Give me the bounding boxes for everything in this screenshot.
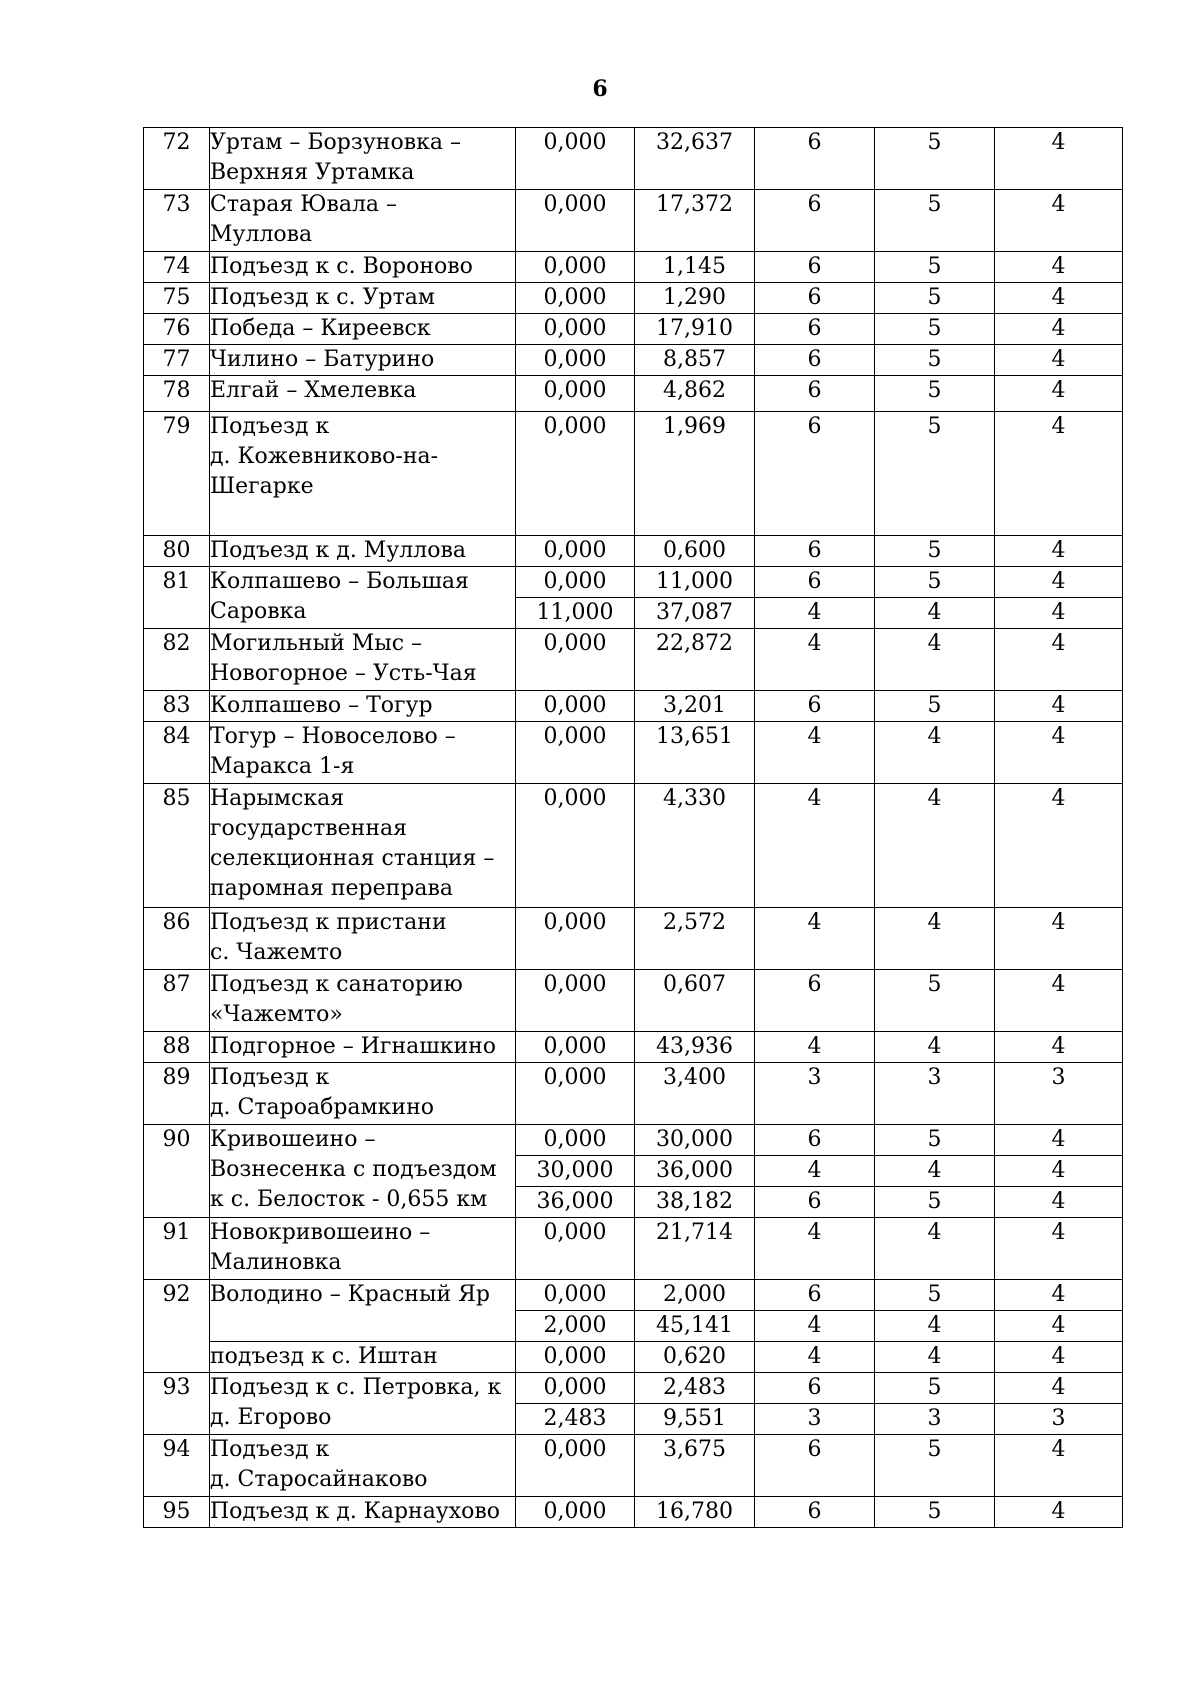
km-end-cell: 17,372 <box>635 190 755 252</box>
km-start-cell: 0,000 <box>516 691 635 722</box>
row-number: 93 <box>144 1373 210 1435</box>
km-start-cell: 0,000 <box>516 722 635 784</box>
road-name-cell <box>210 1497 516 1528</box>
row-number: 79 <box>144 412 210 536</box>
row-number: 85 <box>144 784 210 908</box>
row-number: 95 <box>144 1497 210 1528</box>
km-start-cell: 2,483 <box>516 1404 635 1435</box>
table-row <box>144 908 1123 970</box>
value-cell-a: 6 <box>755 970 875 1032</box>
row-number: 88 <box>144 1032 210 1063</box>
row-number: 89 <box>144 1063 210 1125</box>
value-cell-a: 6 <box>755 536 875 567</box>
km-end-cell: 0,607 <box>635 970 755 1032</box>
km-end-cell: 30,000 <box>635 1125 755 1156</box>
value-cell-c: 4 <box>995 128 1123 190</box>
value-cell-b: 4 <box>875 722 995 784</box>
value-cell-b: 5 <box>875 283 995 314</box>
value-cell-c: 4 <box>995 1125 1123 1156</box>
road-name: Подъезд к д. Муллова <box>210 538 466 563</box>
road-name: Победа – Киреевск <box>210 316 431 341</box>
km-start-cell: 0,000 <box>516 190 635 252</box>
road-name-cell <box>210 1280 516 1342</box>
table-row <box>144 1063 1123 1125</box>
row-number: 74 <box>144 252 210 283</box>
value-cell-b: 4 <box>875 629 995 691</box>
subroad-name-cell: подъезд к с. Иштан <box>210 1342 516 1373</box>
road-name-cell <box>210 412 516 536</box>
road-name: Подгорное – Игнашкино <box>210 1034 497 1059</box>
value-cell-a: 4 <box>755 722 875 784</box>
page-number: 6 <box>592 76 608 102</box>
value-cell-a: 3 <box>755 1404 875 1435</box>
value-cell-a: 6 <box>755 1435 875 1497</box>
row-number: 81 <box>144 567 210 629</box>
km-end-cell: 43,936 <box>635 1032 755 1063</box>
row-number: 83 <box>144 691 210 722</box>
value-cell-b: 5 <box>875 252 995 283</box>
value-cell-c: 4 <box>995 1435 1123 1497</box>
value-cell-b: 5 <box>875 190 995 252</box>
km-start-cell: 0,000 <box>516 1497 635 1528</box>
value-cell-b: 3 <box>875 1063 995 1125</box>
km-start-cell: 0,000 <box>516 345 635 376</box>
value-cell-c: 4 <box>995 1156 1123 1187</box>
table-row <box>144 784 1123 908</box>
table-row <box>144 970 1123 1032</box>
row-number: 94 <box>144 1435 210 1497</box>
table-row <box>144 412 1123 536</box>
km-start-cell: 0,000 <box>516 252 635 283</box>
value-cell-c: 4 <box>995 722 1123 784</box>
table-row <box>144 283 1123 314</box>
table-row <box>144 1032 1123 1063</box>
km-end-cell: 1,290 <box>635 283 755 314</box>
road-name: Подъезд к пристани с. Чажемто <box>210 910 447 965</box>
table-row <box>144 691 1123 722</box>
km-start-cell: 0,000 <box>516 629 635 691</box>
table-row <box>144 1497 1123 1528</box>
value-cell-a: 4 <box>755 1218 875 1280</box>
km-end-cell: 3,400 <box>635 1063 755 1125</box>
km-start-cell: 0,000 <box>516 784 635 908</box>
value-cell-b: 5 <box>875 1373 995 1404</box>
km-start-cell: 0,000 <box>516 283 635 314</box>
value-cell-c: 4 <box>995 314 1123 345</box>
row-number: 80 <box>144 536 210 567</box>
value-cell-a: 6 <box>755 412 875 536</box>
value-cell-c: 4 <box>995 1187 1123 1218</box>
km-end-cell: 2,572 <box>635 908 755 970</box>
km-end-cell: 2,000 <box>635 1280 755 1311</box>
table-row <box>144 190 1123 252</box>
value-cell-a: 6 <box>755 1187 875 1218</box>
row-number: 75 <box>144 283 210 314</box>
value-cell-c: 4 <box>995 376 1123 412</box>
road-name: Тогур – Новоселово – Маракса 1-я <box>210 724 456 779</box>
km-start-cell: 2,000 <box>516 1311 635 1342</box>
value-cell-c: 4 <box>995 1311 1123 1342</box>
value-cell-a: 4 <box>755 1311 875 1342</box>
value-cell-b: 5 <box>875 691 995 722</box>
km-start-cell: 0,000 <box>516 908 635 970</box>
km-end-cell: 3,201 <box>635 691 755 722</box>
road-name: Подъезд к д. Староабрамкино <box>210 1065 434 1120</box>
row-number: 78 <box>144 376 210 412</box>
value-cell-b: 5 <box>875 1435 995 1497</box>
road-name: Старая Ювала – Муллова <box>210 192 398 247</box>
road-name: Подъезд к д. Старосайнаково <box>210 1437 428 1492</box>
value-cell-c: 4 <box>995 412 1123 536</box>
value-cell-c: 4 <box>995 190 1123 252</box>
km-start-cell: 0,000 <box>516 376 635 412</box>
value-cell-b: 4 <box>875 784 995 908</box>
road-name-cell <box>210 1063 516 1125</box>
value-cell-a: 4 <box>755 1032 875 1063</box>
km-start-cell: 0,000 <box>516 970 635 1032</box>
value-cell-b: 5 <box>875 345 995 376</box>
km-end-cell: 0,620 <box>635 1342 755 1373</box>
row-number: 86 <box>144 908 210 970</box>
km-end-cell: 21,714 <box>635 1218 755 1280</box>
value-cell-a: 6 <box>755 314 875 345</box>
km-end-cell: 45,141 <box>635 1311 755 1342</box>
value-cell-b: 4 <box>875 1032 995 1063</box>
value-cell-a: 6 <box>755 567 875 598</box>
value-cell-c: 4 <box>995 1342 1123 1373</box>
km-end-cell: 22,872 <box>635 629 755 691</box>
row-number: 92 <box>144 1280 210 1373</box>
value-cell-c: 4 <box>995 1373 1123 1404</box>
road-name: Уртам – Борзуновка – Верхняя Уртамка <box>210 130 461 185</box>
value-cell-b: 4 <box>875 908 995 970</box>
value-cell-c: 4 <box>995 784 1123 908</box>
road-name: Подъезд к санаторию «Чажемто» <box>210 972 463 1027</box>
roads-table-body <box>144 128 1123 1528</box>
value-cell-a: 3 <box>755 1063 875 1125</box>
road-name-cell <box>210 376 516 412</box>
value-cell-a: 6 <box>755 190 875 252</box>
km-end-cell: 16,780 <box>635 1497 755 1528</box>
table-row <box>144 1373 1123 1404</box>
table-row <box>144 314 1123 345</box>
km-end-cell: 1,145 <box>635 252 755 283</box>
km-end-cell: 3,675 <box>635 1435 755 1497</box>
km-start-cell: 0,000 <box>516 128 635 190</box>
value-cell-c: 4 <box>995 908 1123 970</box>
road-name-cell <box>210 128 516 190</box>
table-row <box>144 1435 1123 1497</box>
km-end-cell: 9,551 <box>635 1404 755 1435</box>
row-number: 73 <box>144 190 210 252</box>
km-start-cell: 30,000 <box>516 1156 635 1187</box>
value-cell-a: 4 <box>755 629 875 691</box>
km-start-cell: 11,000 <box>516 598 635 629</box>
value-cell-b: 3 <box>875 1404 995 1435</box>
table-row <box>144 252 1123 283</box>
value-cell-c: 4 <box>995 1280 1123 1311</box>
km-end-cell: 2,483 <box>635 1373 755 1404</box>
road-name-cell <box>210 629 516 691</box>
value-cell-a: 6 <box>755 1497 875 1528</box>
value-cell-a: 6 <box>755 376 875 412</box>
value-cell-a: 6 <box>755 691 875 722</box>
road-name: Подъезд к с. Уртам <box>210 285 435 310</box>
value-cell-a: 6 <box>755 252 875 283</box>
value-cell-a: 4 <box>755 1342 875 1373</box>
km-start-cell: 0,000 <box>516 536 635 567</box>
road-name: Елгай – Хмелевка <box>210 378 417 403</box>
value-cell-a: 4 <box>755 598 875 629</box>
row-number: 84 <box>144 722 210 784</box>
value-cell-c: 4 <box>995 629 1123 691</box>
value-cell-c: 4 <box>995 1218 1123 1280</box>
road-name: Володино – Красный Яр <box>210 1282 490 1307</box>
road-name-cell <box>210 970 516 1032</box>
road-name: Могильный Мыс – Новогорное – Усть-Чая <box>210 631 477 686</box>
km-start-cell: 0,000 <box>516 1063 635 1125</box>
km-end-cell: 0,600 <box>635 536 755 567</box>
table-row <box>144 376 1123 412</box>
table-row <box>144 345 1123 376</box>
value-cell-a: 4 <box>755 1156 875 1187</box>
row-number: 91 <box>144 1218 210 1280</box>
km-start-cell: 0,000 <box>516 1280 635 1311</box>
value-cell-a: 6 <box>755 283 875 314</box>
km-end-cell: 17,910 <box>635 314 755 345</box>
row-number: 72 <box>144 128 210 190</box>
value-cell-b: 4 <box>875 1311 995 1342</box>
km-end-cell: 11,000 <box>635 567 755 598</box>
value-cell-c: 4 <box>995 283 1123 314</box>
table-row <box>144 128 1123 190</box>
value-cell-c: 4 <box>995 970 1123 1032</box>
road-name: Подъезд к д. Кожевниково-на- Шегарке <box>210 414 439 499</box>
value-cell-b: 5 <box>875 536 995 567</box>
value-cell-a: 6 <box>755 1280 875 1311</box>
km-end-cell: 36,000 <box>635 1156 755 1187</box>
km-start-cell: 0,000 <box>516 567 635 598</box>
value-cell-b: 5 <box>875 1497 995 1528</box>
table-row <box>144 1280 1123 1311</box>
row-number: 76 <box>144 314 210 345</box>
table-row <box>144 722 1123 784</box>
row-number: 82 <box>144 629 210 691</box>
value-cell-c: 3 <box>995 1404 1123 1435</box>
value-cell-c: 4 <box>995 598 1123 629</box>
road-name-cell <box>210 1435 516 1497</box>
km-end-cell: 1,969 <box>635 412 755 536</box>
road-name-cell <box>210 784 516 908</box>
value-cell-a: 6 <box>755 345 875 376</box>
road-name-cell <box>210 536 516 567</box>
road-name-cell <box>210 691 516 722</box>
value-cell-b: 5 <box>875 1125 995 1156</box>
km-end-cell: 4,862 <box>635 376 755 412</box>
value-cell-b: 4 <box>875 1156 995 1187</box>
km-end-cell: 38,182 <box>635 1187 755 1218</box>
row-number: 90 <box>144 1125 210 1218</box>
km-end-cell: 37,087 <box>635 598 755 629</box>
road-name-cell <box>210 567 516 629</box>
value-cell-c: 4 <box>995 345 1123 376</box>
road-name: Подъезд к д. Карнаухово <box>210 1499 501 1524</box>
value-cell-b: 5 <box>875 412 995 536</box>
km-start-cell: 0,000 <box>516 1125 635 1156</box>
road-name: Колпашево – Большая Саровка <box>210 569 469 624</box>
km-end-cell: 4,330 <box>635 784 755 908</box>
road-name: Новокривошеино – Малиновка <box>210 1220 431 1275</box>
value-cell-a: 4 <box>755 784 875 908</box>
road-name-cell <box>210 252 516 283</box>
road-name-cell <box>210 314 516 345</box>
value-cell-c: 3 <box>995 1063 1123 1125</box>
table-row <box>144 629 1123 691</box>
road-name-cell <box>210 722 516 784</box>
km-start-cell: 0,000 <box>516 1435 635 1497</box>
value-cell-a: 6 <box>755 1125 875 1156</box>
road-name: Подъезд к с. Петровка, к д. Егорово <box>210 1375 502 1430</box>
km-start-cell: 36,000 <box>516 1187 635 1218</box>
value-cell-c: 4 <box>995 536 1123 567</box>
road-name-cell <box>210 1373 516 1435</box>
value-cell-a: 6 <box>755 1373 875 1404</box>
km-start-cell: 0,000 <box>516 412 635 536</box>
value-cell-c: 4 <box>995 691 1123 722</box>
table-row <box>144 1342 1123 1373</box>
road-name: Чилино – Батурино <box>210 347 435 372</box>
value-cell-b: 5 <box>875 1187 995 1218</box>
road-name: Колпашево – Тогур <box>210 693 433 718</box>
row-number: 87 <box>144 970 210 1032</box>
km-end-cell: 8,857 <box>635 345 755 376</box>
road-name-cell <box>210 908 516 970</box>
value-cell-b: 4 <box>875 1342 995 1373</box>
road-name-cell <box>210 345 516 376</box>
km-start-cell: 0,000 <box>516 314 635 345</box>
km-start-cell: 0,000 <box>516 1032 635 1063</box>
table-row <box>144 1218 1123 1280</box>
km-start-cell: 0,000 <box>516 1373 635 1404</box>
value-cell-b: 4 <box>875 598 995 629</box>
value-cell-b: 5 <box>875 970 995 1032</box>
road-name: Подъезд к с. Вороново <box>210 254 473 279</box>
value-cell-c: 4 <box>995 567 1123 598</box>
value-cell-c: 4 <box>995 252 1123 283</box>
road-name-cell <box>210 1032 516 1063</box>
road-name: Нарымская государственная селекционная станция – паромная переправа <box>210 786 495 901</box>
value-cell-b: 5 <box>875 376 995 412</box>
value-cell-c: 4 <box>995 1497 1123 1528</box>
value-cell-c: 4 <box>995 1032 1123 1063</box>
value-cell-b: 5 <box>875 314 995 345</box>
km-end-cell: 13,651 <box>635 722 755 784</box>
road-name: Кривошеино – Вознесенка с подъездом к с. Белосток - 0,655 км <box>210 1127 497 1212</box>
table-row <box>144 567 1123 598</box>
value-cell-a: 4 <box>755 908 875 970</box>
road-name-cell <box>210 1218 516 1280</box>
table-row <box>144 1125 1123 1156</box>
km-end-cell: 32,637 <box>635 128 755 190</box>
value-cell-b: 4 <box>875 1218 995 1280</box>
value-cell-b: 5 <box>875 128 995 190</box>
table-row <box>144 536 1123 567</box>
road-name-cell <box>210 190 516 252</box>
road-name-cell <box>210 1125 516 1218</box>
value-cell-b: 5 <box>875 567 995 598</box>
km-start-cell: 0,000 <box>516 1218 635 1280</box>
value-cell-a: 6 <box>755 128 875 190</box>
road-name-cell <box>210 283 516 314</box>
km-start-cell: 0,000 <box>516 1342 635 1373</box>
row-number: 77 <box>144 345 210 376</box>
value-cell-b: 5 <box>875 1280 995 1311</box>
roads-table <box>143 127 1123 1528</box>
